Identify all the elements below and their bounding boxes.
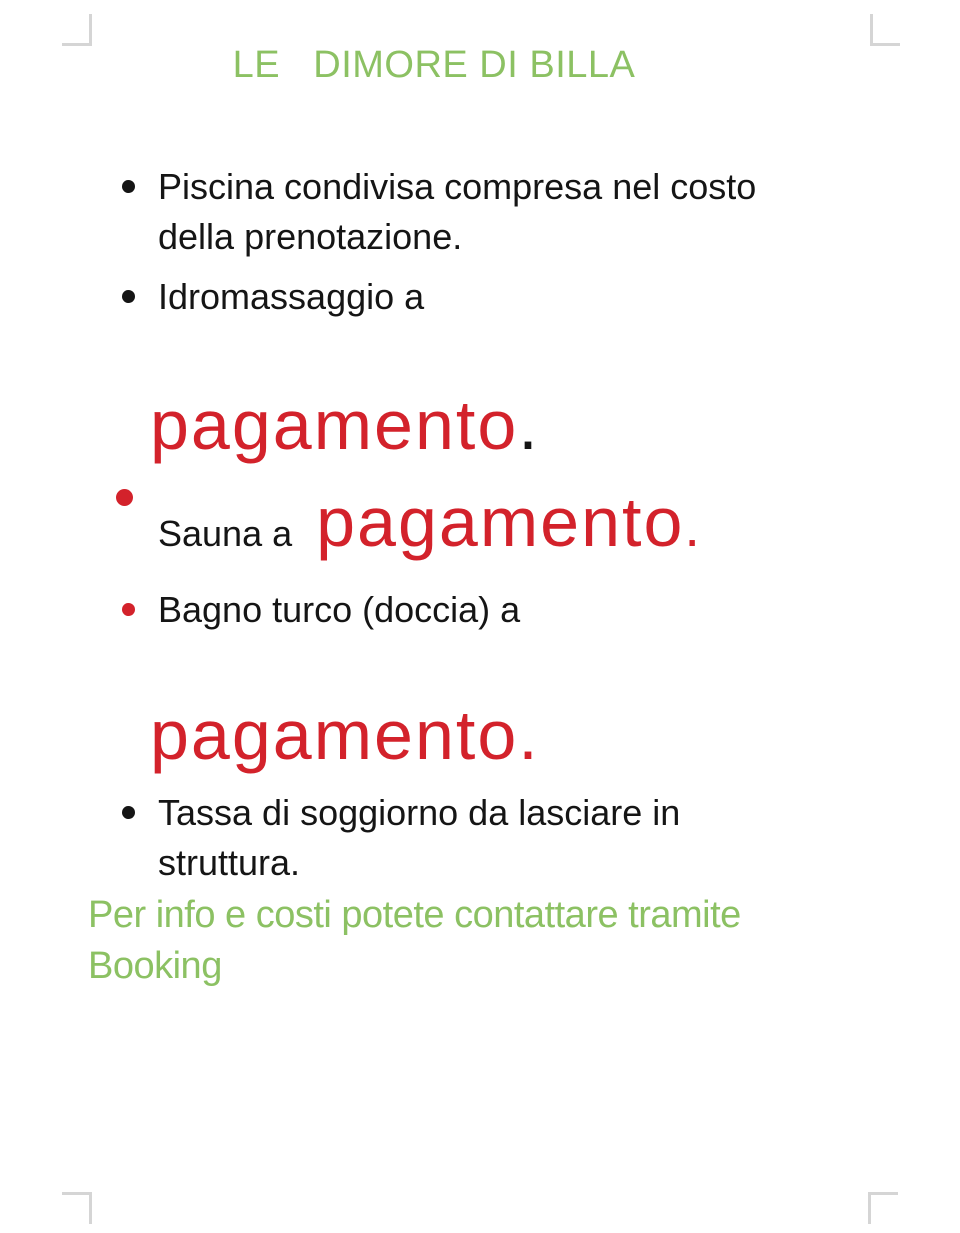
bullet-icon-red [122, 603, 135, 616]
big-word-period: . [684, 495, 700, 558]
big-word-period: . [518, 696, 540, 774]
list-item-bagno-turco [122, 585, 520, 635]
corner-mark-top-right [870, 14, 900, 46]
page-title: LE DIMORE DI BILLA [232, 44, 636, 86]
big-word-period: . [518, 386, 540, 464]
big-word-text: pagamento [316, 483, 685, 561]
big-word-pagamento-1 [150, 386, 540, 464]
bullet-icon [122, 290, 135, 303]
list-item-text: Tassa di soggiorno da lasciare in struttura. [158, 792, 681, 883]
list-item-text: Idromassaggio a [158, 276, 425, 317]
list-item-sauna [158, 483, 700, 577]
list-item-piscina [122, 162, 813, 262]
list-item-tassa [122, 788, 768, 888]
corner-mark-bottom-left [62, 1192, 92, 1224]
sauna-prefix-text: Sauna a [158, 513, 303, 554]
big-word-pagamento-2 [150, 696, 540, 774]
bullet-icon [122, 806, 135, 819]
list-item-text: Piscina condivisa compresa nel costo della prenotazione. [158, 166, 757, 257]
list-item-text: Bagno turco (doccia) a [158, 589, 521, 630]
big-word-text: pagamento [150, 386, 519, 464]
list-item-idromassaggio [122, 272, 424, 322]
bullet-icon-red-raised [116, 489, 133, 506]
corner-mark-bottom-right [868, 1192, 898, 1224]
footer-contact-note: Per info e costi potete contattare tramite Booking [88, 894, 741, 987]
big-word-text: pagamento [150, 696, 519, 774]
bullet-icon [122, 180, 135, 193]
corner-mark-top-left [62, 14, 92, 46]
